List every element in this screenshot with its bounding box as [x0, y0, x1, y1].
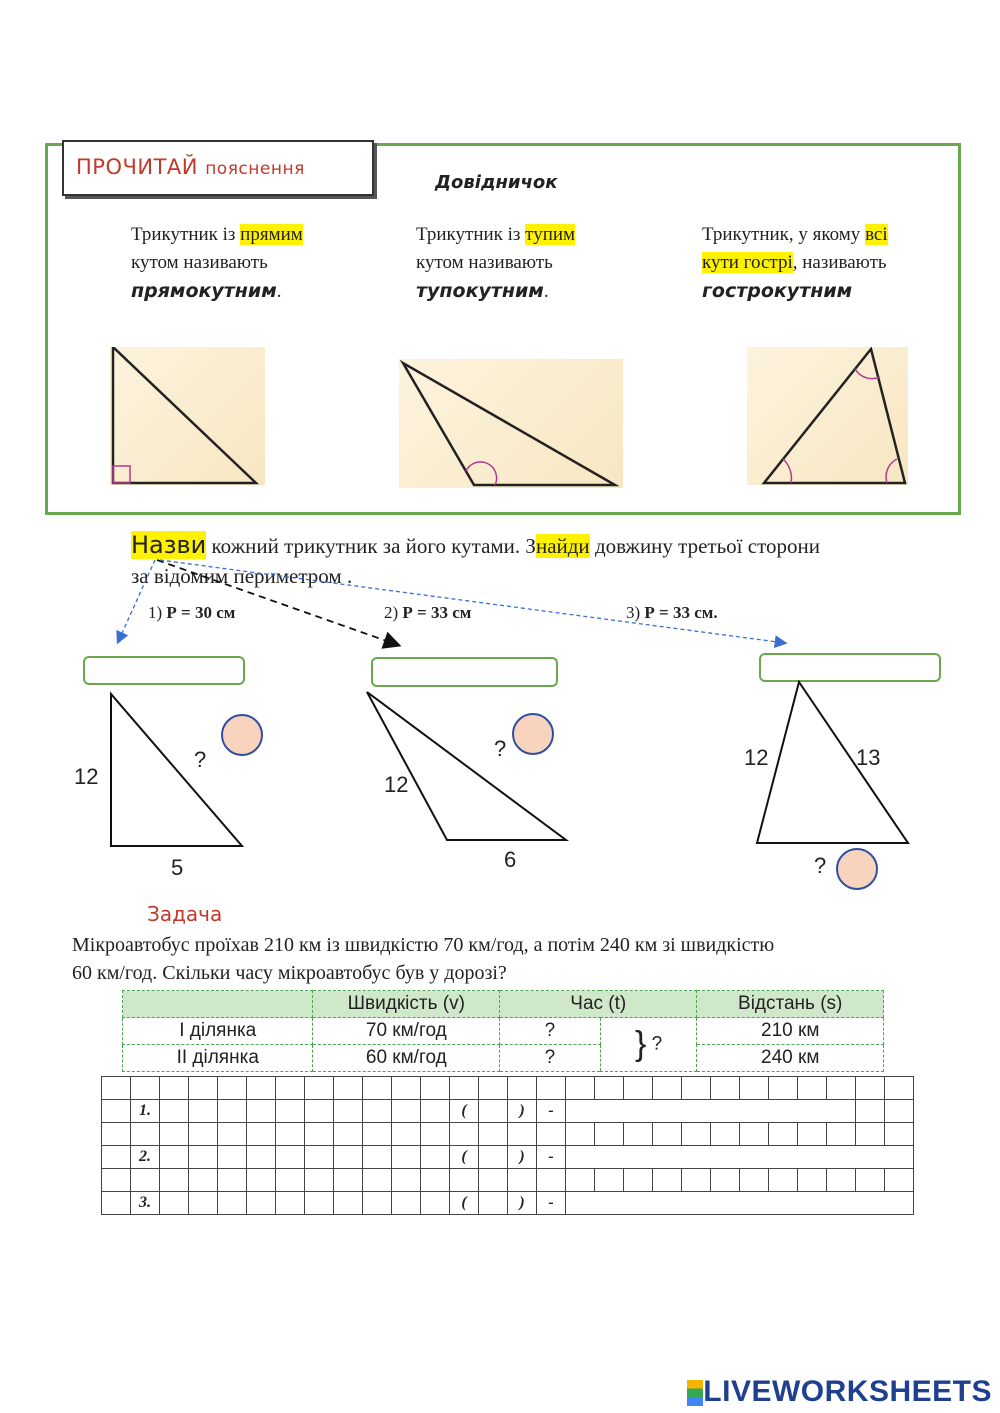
header-distance: Відстань (s)	[697, 991, 884, 1018]
tri3-question: ?	[814, 853, 827, 878]
data-table	[122, 990, 884, 1072]
logo-squares-icon	[687, 1380, 703, 1406]
definition-acute: Трикутник, у якому всі кути гострі, називають гострокутним	[702, 224, 888, 302]
tri1-side-a: 12	[74, 764, 99, 789]
answer-field-1[interactable]	[566, 1100, 856, 1123]
table-row: I ділянка 70 км/год ? } ? 210 км	[123, 1018, 884, 1045]
header-speed: Швидкість (v)	[313, 991, 500, 1018]
solution-row-2[interactable]: 2. ( ) -	[102, 1146, 914, 1169]
tri1-question: ?	[194, 747, 207, 772]
task-text: Назви кожний трикутник за його кутами. Знайди довжину третьої сторони за відомим периметром .	[131, 531, 820, 588]
solution-grid	[101, 1076, 914, 1215]
tri3-side-b: 13	[856, 745, 881, 770]
perimeter-2: 2) Р = 33 см	[384, 603, 472, 622]
solution-row-1[interactable]: 1. ( ) -	[102, 1100, 914, 1123]
task-keyword-name: Назви	[131, 531, 207, 559]
problem-title: Задача	[147, 902, 223, 926]
reference-title: Довідничок	[435, 172, 558, 193]
tri2-question: ?	[494, 736, 507, 761]
tri2-side-a: 12	[384, 772, 409, 797]
perimeter-1: 1) Р = 30 см	[148, 603, 236, 622]
answer-box-3[interactable]	[759, 653, 941, 682]
tri3-side-a: 12	[744, 745, 769, 770]
definition-obtuse: Трикутник із тупим кутом називають тупокутним.	[416, 224, 576, 302]
header-time: Час (t)	[500, 991, 697, 1018]
tri3-answer-circle[interactable]	[836, 848, 878, 890]
tri1-answer-circle[interactable]	[221, 714, 263, 756]
arrows	[0, 0, 1000, 700]
read-title: ПРОЧИТАЙ	[76, 155, 198, 179]
total-time-question: ?	[651, 1033, 663, 1055]
definition-right: Трикутник із прямим кутом називають прямокутним.	[131, 224, 303, 302]
liveworksheets-logo: LIVEWORKSHEETS	[687, 1375, 992, 1409]
tri2-answer-circle[interactable]	[512, 713, 554, 755]
solution-row-3[interactable]: 3. ( ) -	[102, 1192, 914, 1215]
task-keyword-find: найди	[535, 534, 590, 558]
answer-field-3[interactable]	[566, 1192, 914, 1215]
tri1-side-b: 5	[171, 855, 184, 880]
answer-field-2[interactable]	[566, 1146, 914, 1169]
table-row: II ділянка 60 км/год ? 240 км	[123, 1045, 884, 1072]
read-subtitle: пояснення	[205, 159, 305, 179]
problem-text: Мікроавтобус проїхав 210 км із швидкістю 70 км/год, а потім 240 км зі швидкістю 60 км/год. Скільки часу мікроавтобус був у дорозі?	[72, 934, 775, 984]
tri2-side-b: 6	[504, 847, 517, 872]
perimeter-3: 3) Р = 33 см.	[626, 603, 718, 622]
